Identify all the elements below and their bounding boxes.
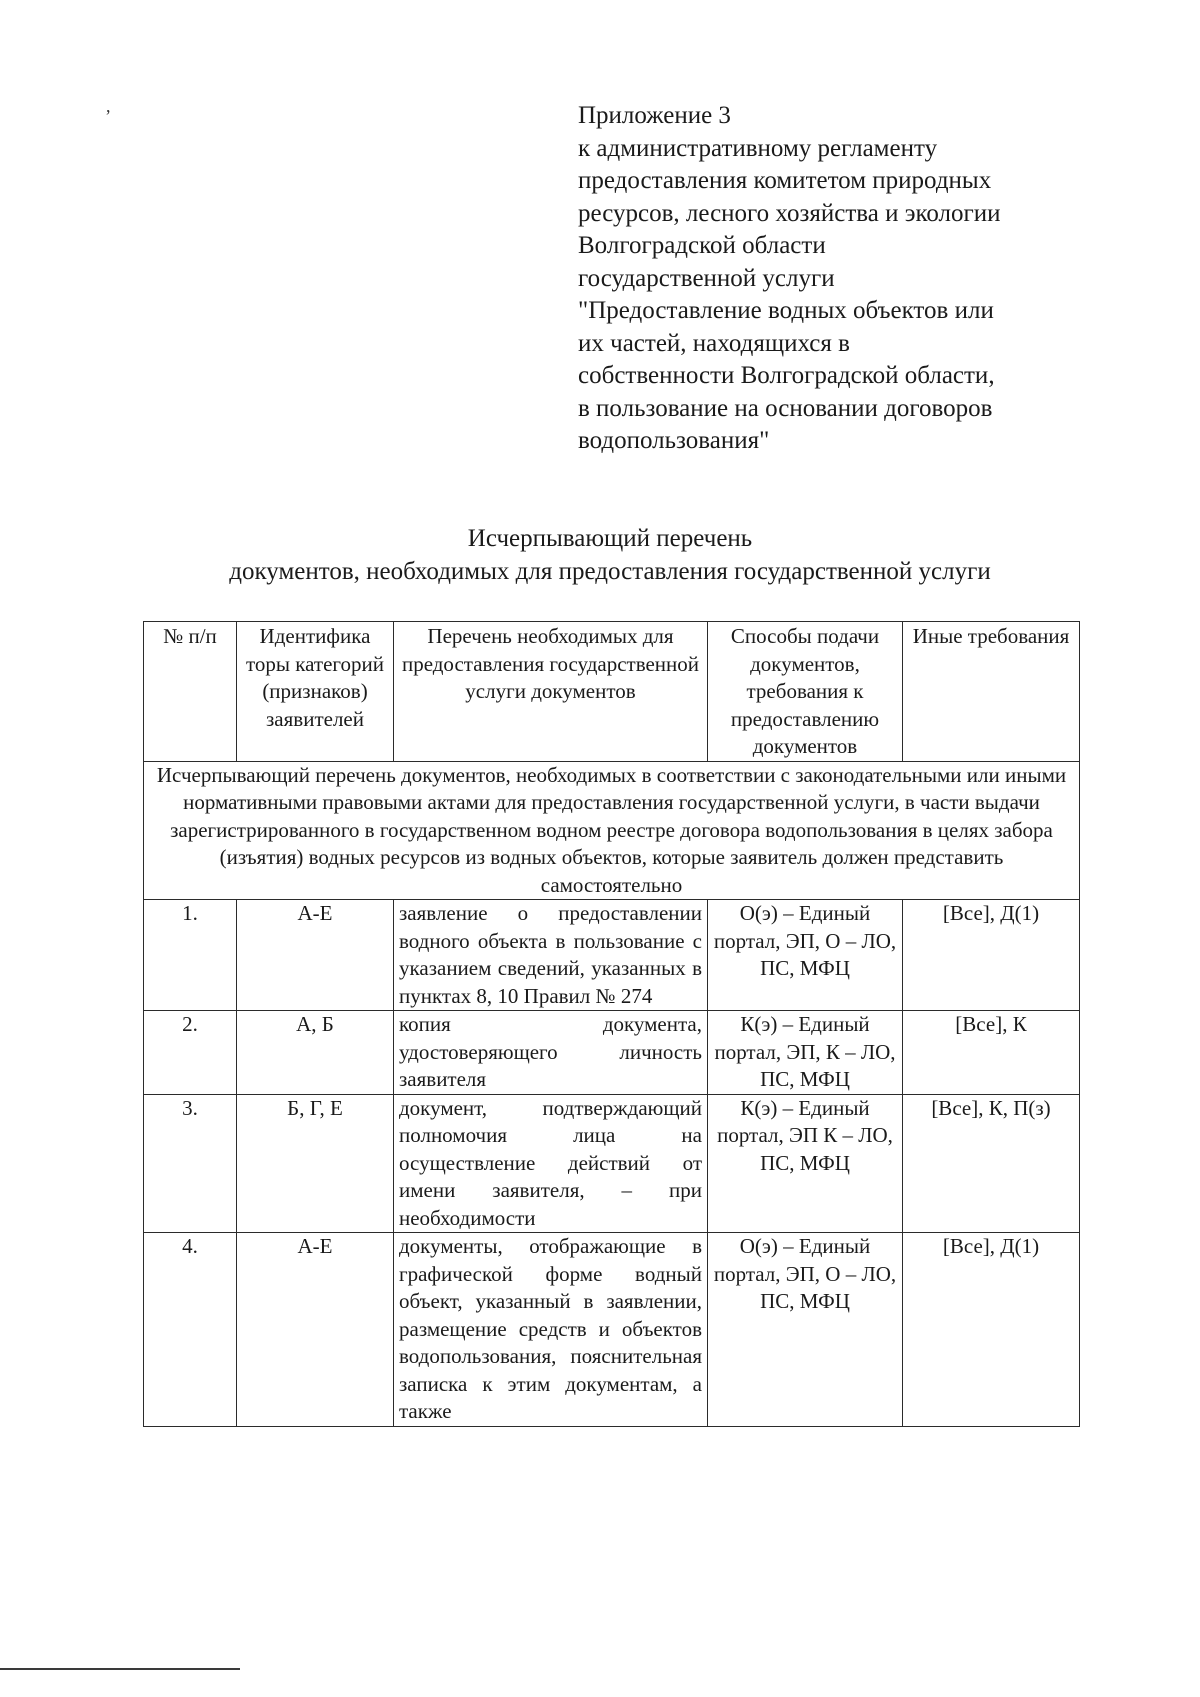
appendix-line: в пользование на основании договоров bbox=[578, 394, 993, 422]
document-title bbox=[120, 522, 1100, 588]
section-row bbox=[144, 761, 1080, 900]
header-identifiers: Идентифика торы категорий (признаков) заявителей bbox=[237, 622, 394, 762]
row-other: [Все], К, П(з) bbox=[903, 1094, 1080, 1233]
appendix-line: водопользования" bbox=[578, 427, 770, 454]
appendix-block bbox=[578, 100, 1098, 458]
row-document: заявление о предоставлении водного объекта в пользование с указанием сведений, указанных в пунктах 8, 10 Правил № 274 bbox=[394, 900, 708, 1011]
appendix-line: их частей, находящихся в bbox=[578, 329, 850, 357]
row-num: 2. bbox=[144, 1011, 237, 1095]
row-method: О(э) – Единый портал, ЭП, О – ЛО, ПС, МФЦ bbox=[708, 1233, 903, 1427]
row-other: [Все], К bbox=[903, 1011, 1080, 1095]
appendix-line: предоставления комитетом природных bbox=[578, 167, 992, 194]
appendix-line: Приложение 3 bbox=[578, 102, 731, 129]
header-other: Иные требования bbox=[903, 622, 1080, 762]
header-documents: Перечень необходимых для предоставления государственной услуги документов bbox=[394, 622, 708, 762]
appendix-line: государственной услуги bbox=[578, 264, 835, 292]
section-text: Исчерпывающий перечень документов, необходимых в соответствии с законодательными или иными нормативными правовыми актами для предоставления государственной услуги, в части выдачи зарегистрированного в государственном водном реестре договора водопользования в целях забора (изъятия) водных ресурсов из водных объектов, которые заявитель должен представить самостоятельно bbox=[144, 761, 1080, 900]
title-line-2: документов, необходимых для предоставления государственной услуги bbox=[229, 558, 991, 585]
row-document: документы, отображающие в графической форме водный объект, указанный в заявлении, размещение средств и объектов водопользования, пояснительная записка к этим документам, а также bbox=[394, 1233, 708, 1427]
row-identifiers: А, Б bbox=[237, 1011, 394, 1095]
scan-mark: , bbox=[106, 96, 111, 116]
row-num: 1. bbox=[144, 900, 237, 1011]
row-identifiers: А-Е bbox=[237, 1233, 394, 1427]
row-identifiers: Б, Г, Е bbox=[237, 1094, 394, 1233]
appendix-line: собственности Волгоградской области, bbox=[578, 362, 995, 389]
appendix-line: "Предоставление водных объектов или bbox=[578, 297, 994, 324]
row-document: копия документа, удостоверяющего личность заявителя bbox=[394, 1011, 708, 1095]
table-row bbox=[144, 900, 1080, 1011]
requirements-table bbox=[143, 621, 1080, 1427]
row-document: документ, подтверждающий полномочия лица на осуществление действий от имени заявителя, – при необходимости bbox=[394, 1094, 708, 1233]
appendix-line: Волгоградской области bbox=[578, 232, 826, 259]
header-num: № п/п bbox=[144, 622, 237, 762]
appendix-line: к административному регламенту bbox=[578, 134, 938, 162]
row-num: 4. bbox=[144, 1233, 237, 1427]
header-methods: Способы подачи документов, требования к предоставлению документов bbox=[708, 622, 903, 762]
table-row bbox=[144, 1011, 1080, 1095]
row-method: К(э) – Единый портал, ЭП К – ЛО, ПС, МФЦ bbox=[708, 1094, 903, 1233]
title-line-1: Исчерпывающий перечень bbox=[467, 525, 753, 552]
appendix-line: ресурсов, лесного хозяйства и экологии bbox=[578, 199, 1001, 227]
row-num: 3. bbox=[144, 1094, 237, 1233]
row-method: К(э) – Единый портал, ЭП, К – ЛО, ПС, МФЦ bbox=[708, 1011, 903, 1095]
footnote-divider bbox=[0, 1668, 240, 1670]
row-identifiers: А-Е bbox=[237, 900, 394, 1011]
row-other: [Все], Д(1) bbox=[903, 1233, 1080, 1427]
table-row bbox=[144, 1233, 1080, 1427]
table-header-row bbox=[144, 622, 1080, 762]
row-other: [Все], Д(1) bbox=[903, 900, 1080, 1011]
row-method: О(э) – Единый портал, ЭП, О – ЛО, ПС, МФЦ bbox=[708, 900, 903, 1011]
table-row bbox=[144, 1094, 1080, 1233]
